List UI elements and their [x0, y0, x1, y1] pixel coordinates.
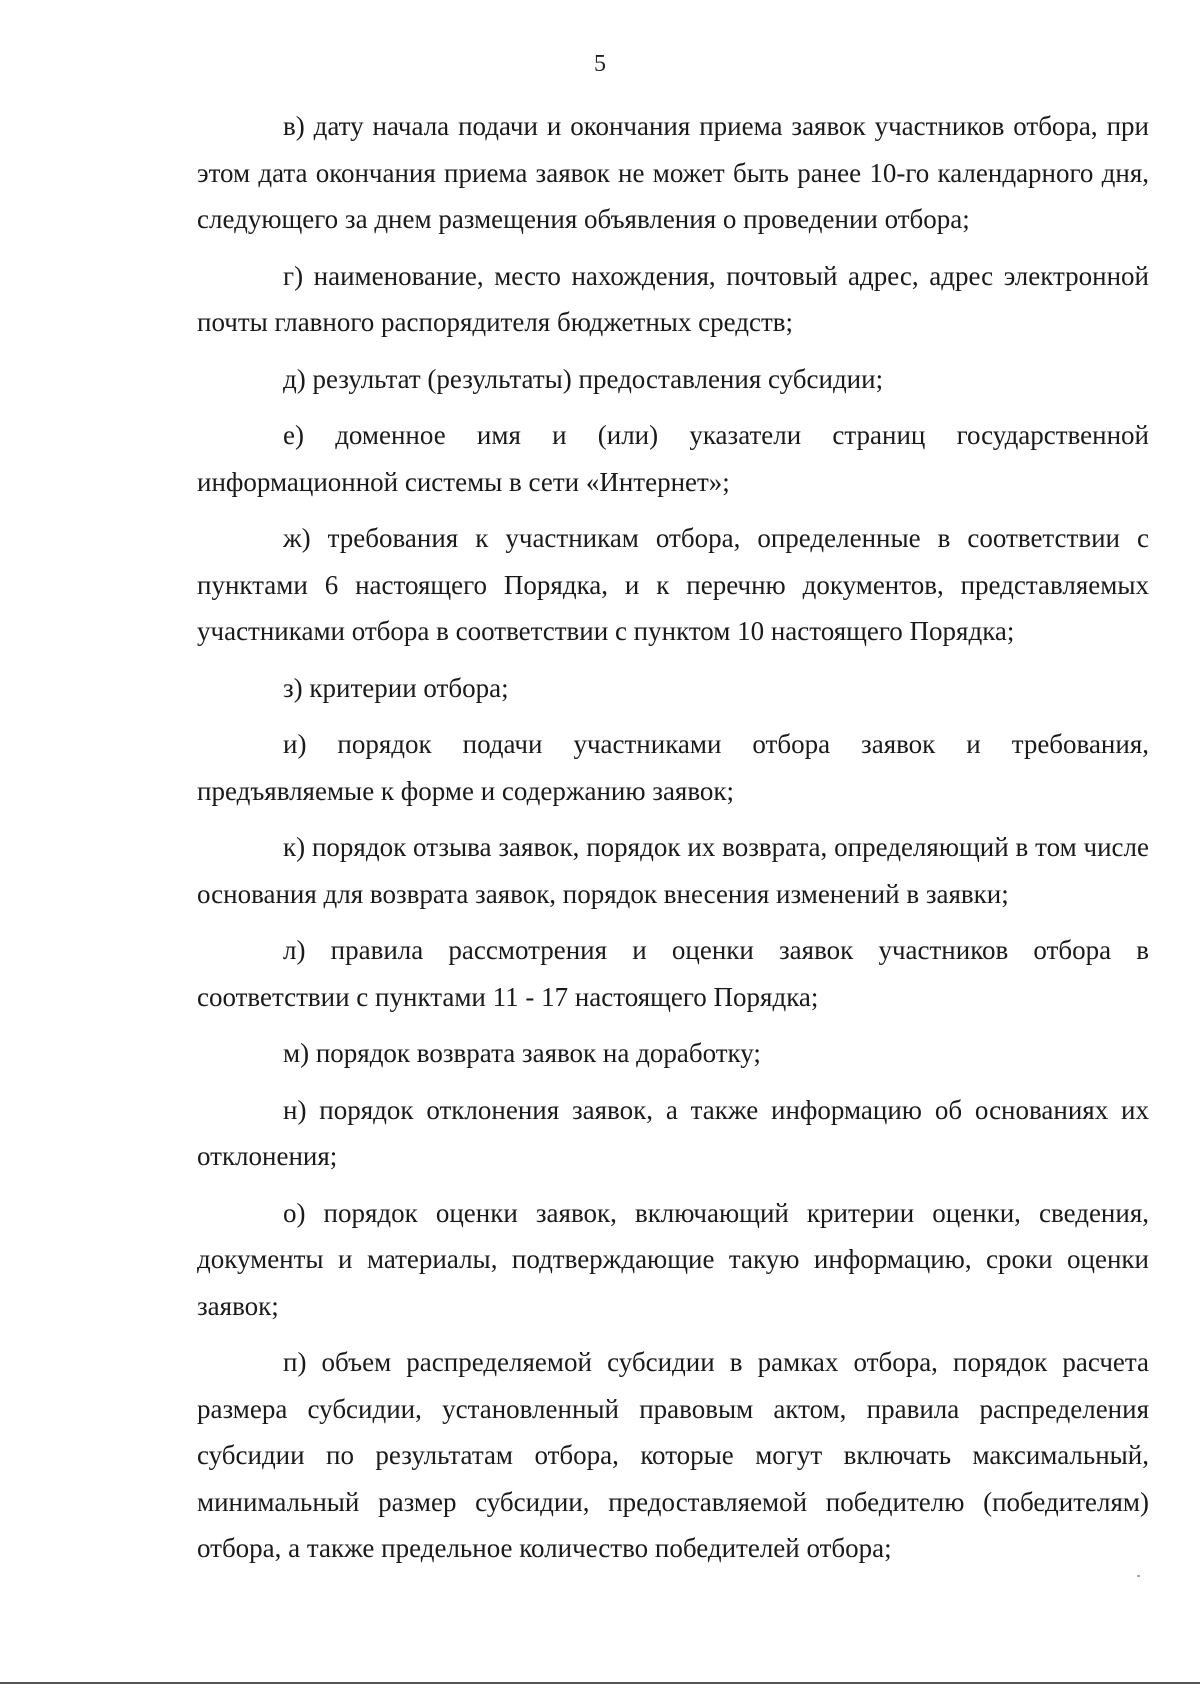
scan-speck	[1137, 1575, 1140, 1577]
page-number: 5	[594, 51, 606, 77]
paragraph-e: е) доменное имя и (или) указатели страниц государственной информационной системы в сети «Интернет»;	[197, 420, 1149, 497]
paragraph-m: м) порядок возврата заявок на доработку;	[283, 1038, 761, 1068]
paragraph-i: и) порядок подачи участниками отбора заявок и требования, предъявляемые к форме и содержанию заявок;	[197, 729, 1149, 806]
document-body	[197, 103, 1149, 1582]
paragraph-v: в) дату начала подачи и окончания приема заявок участников отбора, при этом дата окончания приема заявок не может быть ранее 10-го календарного дня, следующего за днем размещения объявления о проведении отбора;	[197, 111, 1149, 234]
paragraph-d: д) результат (результаты) предоставления субсидии;	[283, 363, 884, 394]
paragraph-g: г) наименование, место нахождения, почтовый адрес, адрес электронной почты главного распорядителя бюджетных средств;	[197, 260, 1149, 337]
paragraph-z: з) критерии отбора;	[283, 672, 509, 703]
paragraph-n: н) порядок отклонения заявок, а также информацию об основаниях их отклонения;	[197, 1094, 1149, 1171]
paragraph-zh: ж) требования к участникам отбора, определенные в соответствии с пунктами 6 настоящего Порядка, и к перечню документов, представляемых участниками отбора в соответствии с пунктом 10 настоящего Порядка;	[197, 523, 1149, 646]
paragraph-k: к) порядок отзыва заявок, порядок их возврата, определяющий в том числе основания для возврата заявок, порядок внесения изменений в заявки;	[197, 832, 1149, 909]
paragraph-o: о) порядок оценки заявок, включающий критерии оценки, сведения, документы и материалы, подтверждающие такую информацию, сроки оценки заявок;	[197, 1197, 1149, 1321]
paragraph-p: п) объем распределяемой субсидии в рамках отбора, порядок расчета размера субсидии, установленный правовым актом, правила распределения субсидии по результатам отбора, которые могут включать максимальный, минимальный размер субсидии, предоставляемой победителю (победителям) отбора, а также предельное количество победителей отбора;	[197, 1347, 1149, 1563]
bottom-scan-edge	[0, 1682, 1200, 1684]
paragraph-l: л) правила рассмотрения и оценки заявок участников отбора в соответствии с пунктами 11 - 17 настоящего Порядка;	[197, 935, 1149, 1012]
